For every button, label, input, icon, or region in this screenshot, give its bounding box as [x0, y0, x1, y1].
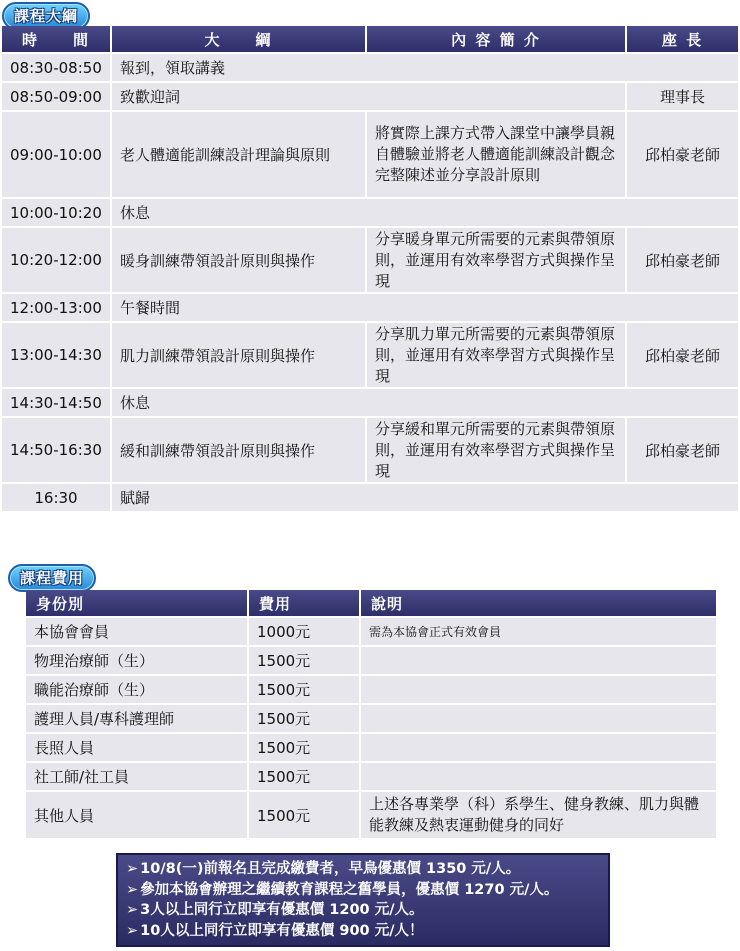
- schedule-row: [2, 112, 738, 197]
- schedule-topic: 賦歸: [112, 484, 738, 511]
- fees-row: [26, 618, 716, 645]
- schedule-chair: 邱柏豪老師: [627, 228, 738, 292]
- arrow-bullet-icon: ➢: [126, 861, 139, 877]
- schedule-chair: 邱柏豪老師: [627, 323, 738, 387]
- schedule-time: 14:30-14:50: [2, 389, 110, 416]
- fees-amount: 1500元: [249, 763, 359, 790]
- schedule-row: [2, 83, 738, 110]
- schedule-topic: 休息: [112, 199, 738, 226]
- fees-row: [26, 792, 716, 838]
- schedule-table: [0, 24, 740, 513]
- fees-amount: 1500元: [249, 734, 359, 761]
- schedule-topic: 午餐時間: [112, 294, 738, 321]
- schedule-topic: 老人體適能訓練設計理論與原則: [112, 112, 365, 197]
- promo-line: ➢ 參加本協會辦理之繼續教育課程之舊學員，優惠價 1270 元/人。: [126, 881, 559, 898]
- fees-amount: 1500元: [249, 647, 359, 674]
- schedule-topic: 致歡迎詞: [112, 83, 625, 110]
- header-chair: 座 長: [627, 26, 738, 52]
- schedule-topic: 緩和訓練帶領設計原則與操作: [112, 418, 365, 482]
- schedule-desc: 分享緩和單元所需要的元素與帶領原則，並運用有效率學習方式與操作呈現: [367, 418, 625, 482]
- schedule-time: 13:00-14:30: [2, 323, 110, 387]
- schedule-desc: 分享肌力單元所需要的元素與帶領原則，並運用有效率學習方式與操作呈現: [367, 323, 625, 387]
- promo-line: ➢ 3人以上同行立即享有優惠價 1200 元/人。: [126, 902, 424, 918]
- fees-note: [361, 734, 716, 761]
- header-identity: 身份別: [26, 590, 247, 616]
- schedule-time: 10:20-12:00: [2, 228, 110, 292]
- fees-note: [361, 705, 716, 732]
- header-time: 時 間: [2, 26, 110, 52]
- fees-identity: 護理人員/專科護理師: [26, 705, 247, 732]
- arrow-bullet-icon: ➢: [126, 902, 139, 918]
- schedule-header-row: [2, 26, 738, 52]
- schedule-row: [2, 294, 738, 321]
- schedule-section-badge: 課程大綱: [2, 2, 90, 30]
- fees-identity: 其他人員: [26, 792, 247, 838]
- fees-identity: 職能治療師（生）: [26, 676, 247, 703]
- fees-identity: 物理治療師（生）: [26, 647, 247, 674]
- promo-box: [116, 853, 610, 947]
- fees-identity: 社工師/社工員: [26, 763, 247, 790]
- fees-note: [361, 676, 716, 703]
- schedule-row: [2, 54, 738, 81]
- schedule-desc: 分享暖身單元所需要的元素與帶領原則，並運用有效率學習方式與操作呈現: [367, 228, 625, 292]
- fees-row: [26, 647, 716, 674]
- header-topic: 大 綱: [112, 26, 365, 52]
- schedule-time: 16:30: [2, 484, 110, 511]
- schedule-desc: 將實際上課方式帶入課堂中讓學員親自體驗並將老人體適能訓練設計觀念完整陳述並分享設計原則: [367, 112, 625, 197]
- schedule-chair: 理事長: [627, 83, 738, 110]
- schedule-time: 12:00-13:00: [2, 294, 110, 321]
- fees-note: [361, 647, 716, 674]
- promo-line: ➢ 10/8(一)前報名且完成繳費者，早鳥優惠價 1350 元/人。: [126, 861, 521, 877]
- schedule-row: [2, 228, 738, 292]
- schedule-row: [2, 323, 738, 387]
- fees-table: [24, 588, 718, 840]
- fees-header-row: [26, 590, 716, 616]
- fees-row: [26, 763, 716, 790]
- schedule-chair: 邱柏豪老師: [627, 112, 738, 197]
- arrow-bullet-icon: ➢: [126, 881, 139, 898]
- schedule-topic: 報到，領取講義: [112, 54, 738, 81]
- schedule-row: [2, 389, 738, 416]
- arrow-bullet-icon: ➢: [126, 922, 139, 939]
- fees-amount: 1500元: [249, 676, 359, 703]
- schedule-row: [2, 199, 738, 226]
- fees-identity: 長照人員: [26, 734, 247, 761]
- fees-note: 需為本協會正式有效會員: [361, 618, 716, 645]
- header-note: 說明: [361, 590, 716, 616]
- fees-note: [361, 763, 716, 790]
- schedule-time: 10:00-10:20: [2, 199, 110, 226]
- schedule-topic: 肌力訓練帶領設計原則與操作: [112, 323, 365, 387]
- schedule-time: 08:30-08:50: [2, 54, 110, 81]
- fees-amount: 1500元: [249, 792, 359, 838]
- fees-identity: 本協會會員: [26, 618, 247, 645]
- fees-amount: 1500元: [249, 705, 359, 732]
- header-fee: 費用: [249, 590, 359, 616]
- fees-row: [26, 676, 716, 703]
- header-desc: 內 容 簡 介: [367, 26, 625, 52]
- fees-section-badge: 課程費用: [8, 564, 96, 592]
- schedule-chair: 邱柏豪老師: [627, 418, 738, 482]
- schedule-row: [2, 484, 738, 511]
- schedule-time: 09:00-10:00: [2, 112, 110, 197]
- schedule-topic: 休息: [112, 389, 738, 416]
- fees-note: 上述各專業學（科）系學生、健身教練、肌力與體能教練及熱衷運動健身的同好: [361, 792, 716, 838]
- schedule-topic: 暖身訓練帶領設計原則與操作: [112, 228, 365, 292]
- fees-row: [26, 705, 716, 732]
- fees-amount: 1000元: [249, 618, 359, 645]
- schedule-time: 08:50-09:00: [2, 83, 110, 110]
- schedule-row: [2, 418, 738, 482]
- fees-row: [26, 734, 716, 761]
- promo-line: ➢ 10人以上同行立即享有優惠價 900 元/人！: [126, 922, 424, 939]
- schedule-time: 14:50-16:30: [2, 418, 110, 482]
